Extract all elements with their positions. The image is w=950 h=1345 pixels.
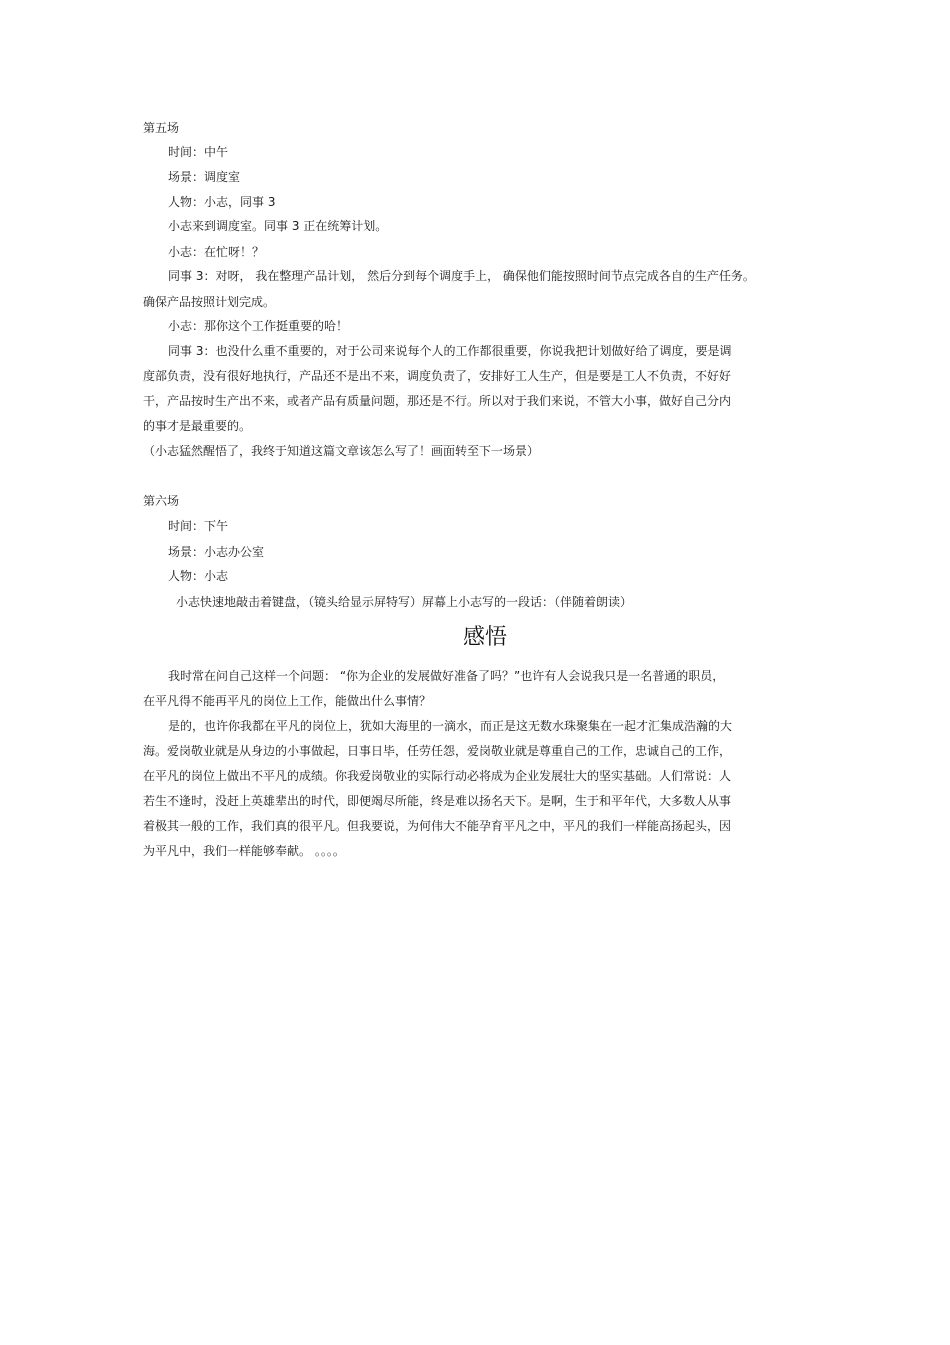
scene-heading: 第五场 [143, 121, 180, 135]
dialog-line-cont: 干，产品按时生产出不来，或者产品有质量问题，那还是不行。所以对于我们来说，不管大小事，做好自己分内 [143, 394, 732, 408]
essay-line: 为平凡中，我们一样能够奉献。 。。。。 [143, 844, 345, 858]
scene-action: 小志快速地敲击着键盘，（镜头给显示屏特写）屏幕上小志写的一段话：（伴随着朗读） [176, 595, 633, 609]
scene-heading: 第六场 [143, 494, 180, 508]
scene-place: 场景：调度室 [168, 170, 241, 184]
essay-line: 在平凡得不能再平凡的岗位上工作，能做出什么事情？ [143, 694, 432, 708]
essay-line: 在平凡的岗位上做出不平凡的成绩。你我爱岗敬业的实际行动必将成为企业发展壮大的坚实基础。人们常说：人 [143, 769, 732, 783]
essay-line: 是的，也许你我都在平凡的岗位上，犹如大海里的一滴水，而正是这无数水珠聚集在一起才汇集成浩瀚的大 [168, 719, 733, 733]
essay-line: 我时常在问自己这样一个问题： “你为企业的发展做好准备了吗？”也许有人会说我只是一名普通的职员， [168, 669, 725, 683]
essay-title: 感悟 [462, 625, 507, 650]
scene-action: 小志来到调度室。同事 3 正在统筹计划。 [168, 219, 388, 233]
essay-line: 若生不逢时，没赶上英雄辈出的时代，即便竭尽所能，终是难以扬名天下。是啊，生于和平年代，大多数人从事 [143, 794, 732, 808]
scene-characters: 人物：小志，同事 3 [168, 195, 276, 209]
scene-place: 场景：小志办公室 [168, 545, 265, 559]
dialog-line-cont: 的事才是最重要的。 [143, 419, 252, 433]
dialog-line: 同事 3：也没什么重不重要的，对于公司来说每个人的工作都很重要，你说我把计划做好给了调度，要是调 [168, 344, 732, 358]
dialog-line: 小志：那你这个工作挺重要的哈！ [168, 319, 349, 333]
scene-characters: 人物：小志 [168, 569, 229, 583]
essay-line: 着极其一般的工作，我们真的很平凡。但我要说，为何伟大不能孕育平凡之中，平凡的我们一样能高扬起头，因 [143, 819, 732, 833]
scene-time: 时间：下午 [168, 519, 229, 533]
dialog-line-cont: 确保产品按照计划完成。 [143, 295, 276, 309]
essay-line: 海。爱岗敬业就是从身边的小事做起，日事日毕，任劳任怨，爱岗敬业就是尊重自己的工作，忠诚自己的工作， [143, 744, 732, 758]
scene-time: 时间：中午 [168, 145, 229, 159]
stage-note: （小志猛然醒悟了，我终于知道这篇文章该怎么写了！画面转至下一场景） [143, 444, 540, 458]
dialog-line-cont: 度部负责，没有很好地执行，产品还不是出不来，调度负责了，安排好工人生产，但是要是工人不负责，不好好 [143, 369, 732, 383]
dialog-line: 小志：在忙呀！？ [168, 245, 265, 259]
dialog-line: 同事 3：对呀， 我在整理产品计划， 然后分到每个调度手上， 确保他们能按照时间节点完成各自的生产任务。 [168, 269, 755, 283]
